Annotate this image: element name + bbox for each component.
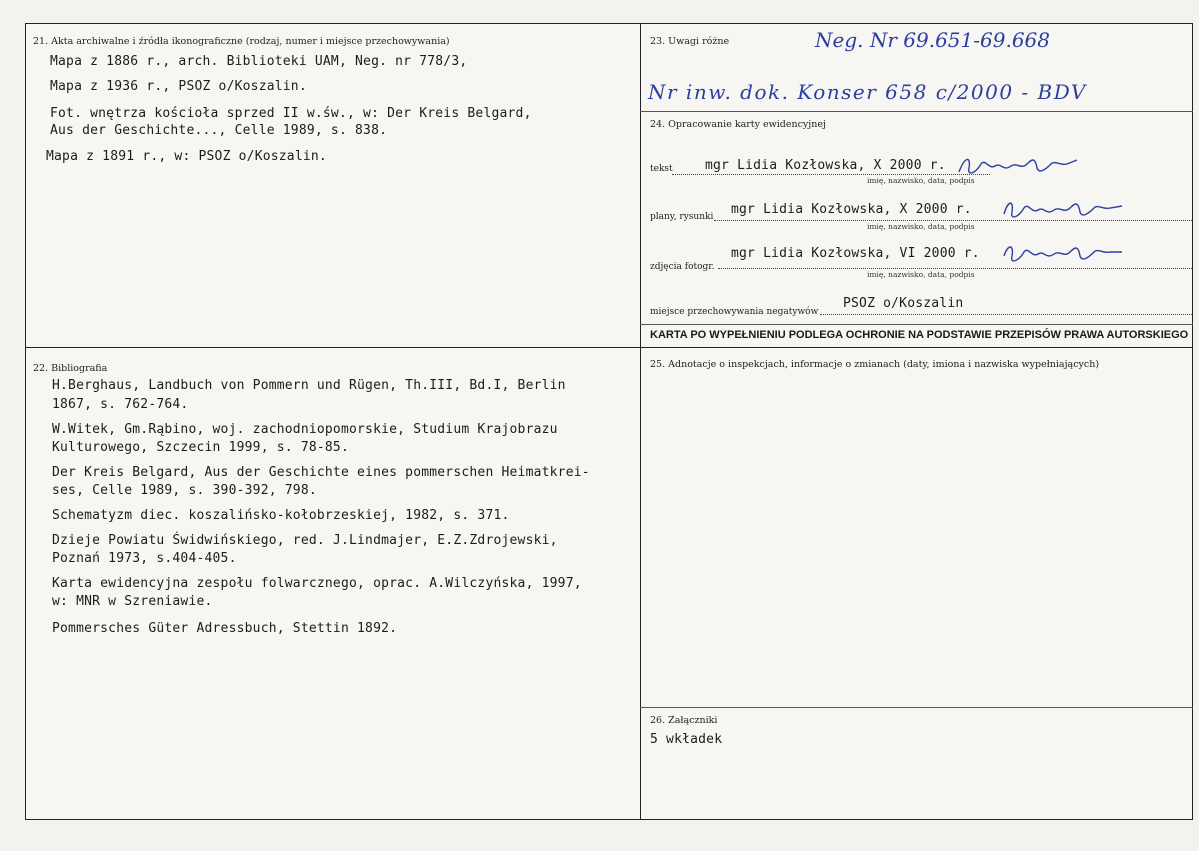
section22-line: ses, Celle 1989, s. 390-392, 798. xyxy=(52,483,317,498)
section25-header: 25. Adnotacje o inspekcjach, informacje o zmianach (daty, imiona i nazwiska wypełniających) xyxy=(650,359,1100,370)
section23-divider xyxy=(640,111,1193,112)
photos-author-dotted-line xyxy=(718,268,1192,269)
negatives-location-label: miejsce przechowywania negatywów xyxy=(650,307,819,317)
photos-author-label: zdjęcia fotogr. xyxy=(650,262,715,272)
section24-note-divider xyxy=(640,324,1193,325)
section22-line: Der Kreis Belgard, Aus der Geschichte eines pommerschen Heimatkrei- xyxy=(52,465,590,480)
signature-text xyxy=(955,152,1080,180)
section23-header: 23. Uwagi różne xyxy=(650,36,730,47)
section22-line: Poznań 1973, s.404-405. xyxy=(52,551,237,566)
section22-header: 22. Bibliografia xyxy=(33,363,108,374)
section22-line: 1867, s. 762-764. xyxy=(52,397,189,412)
section24-header: 24. Opracowanie karty ewidencyjnej xyxy=(650,119,826,130)
section22-line: Pommersches Güter Adressbuch, Stettin 1892. xyxy=(52,621,398,636)
column-divider xyxy=(640,23,641,820)
text-author-caption: imię, nazwisko, data, podpis xyxy=(867,176,975,185)
plans-author-value: mgr Lidia Kozłowska, X 2000 r. xyxy=(731,202,972,217)
section26-header: 26. Załączniki xyxy=(650,715,718,726)
section21-line: Mapa z 1886 r., arch. Biblioteki UAM, Neg. nr 778/3, xyxy=(50,54,468,69)
section22-line: w: MNR w Szreniawie. xyxy=(52,594,213,609)
attachments-value: 5 wkładek xyxy=(650,732,723,747)
photos-author-caption: imię, nazwisko, data, podpis xyxy=(867,270,975,279)
signature-photos xyxy=(1000,240,1125,268)
plans-author-label: plany, rysunki xyxy=(650,212,714,222)
section22-line: Schematyzm diec. koszalińsko-kołobrzeskiej, 1982, s. 371. xyxy=(52,508,510,523)
section22-line: Dzieje Powiatu Świdwińskiego, red. J.Lindmajer, E.Z.Zdrojewski, xyxy=(52,533,558,548)
signature-plans xyxy=(1000,196,1125,224)
section22-line: Karta ewidencyjna zespołu folwarcznego, oprac. A.Wilczyńska, 1997, xyxy=(52,576,582,591)
copyright-notice: KARTA PO WYPEŁNIENIU PODLEGA OCHRONIE NA PODSTAWIE PRZEPISÓW PRAWA AUTORSKIEGO xyxy=(650,329,1189,341)
negatives-location-value: PSOZ o/Koszalin xyxy=(843,296,964,311)
negatives-location-dotted-line xyxy=(820,314,1192,315)
inventory-number-handwriting: Nr inw. dok. Konser 658 c/2000 - BDV xyxy=(648,80,1087,104)
section21-line: Mapa z 1936 r., PSOZ o/Koszalin. xyxy=(50,79,307,94)
text-author-value: mgr Lidia Kozłowska, X 2000 r. xyxy=(705,158,946,173)
negative-number-handwriting: Neg. Nr 69.651-69.668 xyxy=(815,28,1050,52)
row-divider xyxy=(25,347,1193,348)
section21-line: Aus der Geschichte..., Celle 1989, s. 838. xyxy=(50,123,388,138)
section21-line: Mapa z 1891 r., w: PSOZ o/Koszalin. xyxy=(46,149,327,164)
section26-divider xyxy=(640,707,1193,708)
text-author-dotted-line xyxy=(672,174,990,175)
photos-author-value: mgr Lidia Kozłowska, VI 2000 r. xyxy=(731,246,980,261)
text-author-label: tekst xyxy=(650,164,673,174)
section21-line: Fot. wnętrza kościoła sprzed II w.św., w: Der Kreis Belgard, xyxy=(50,106,532,121)
section22-line: H.Berghaus, Landbuch von Pommern und Rügen, Th.III, Bd.I, Berlin xyxy=(52,378,566,393)
section21-header: 21. Akta archiwalne i źródła ikonograficzne (rodzaj, numer i miejsce przechowywania) xyxy=(33,36,450,47)
section22-line: Kulturowego, Szczecin 1999, s. 78-85. xyxy=(52,440,349,455)
section22-line: W.Witek, Gm.Rąbino, woj. zachodniopomorskie, Studium Krajobrazu xyxy=(52,422,558,437)
plans-author-caption: imię, nazwisko, data, podpis xyxy=(867,222,975,231)
